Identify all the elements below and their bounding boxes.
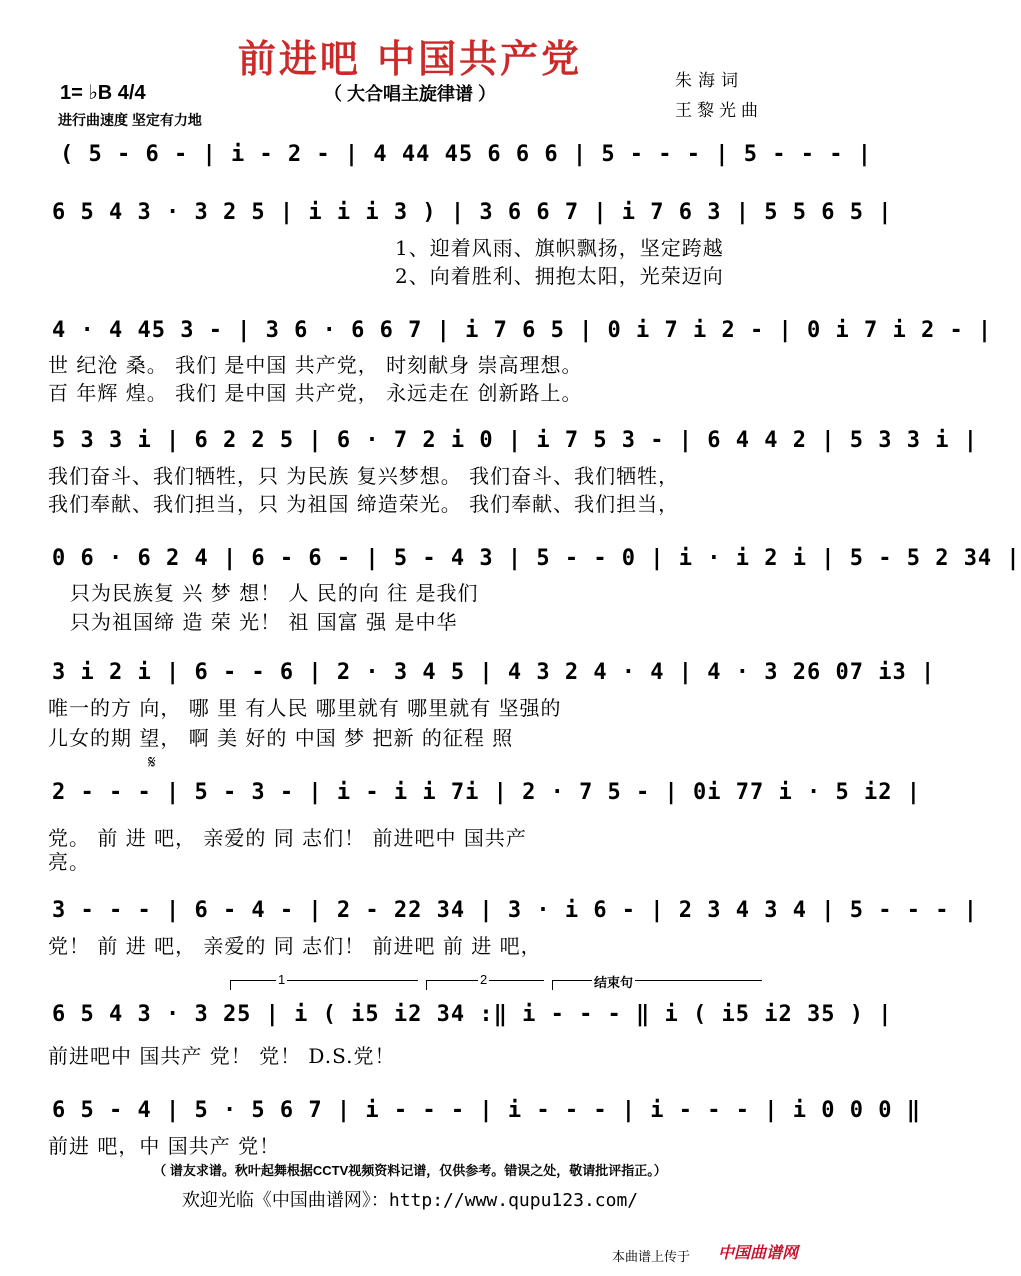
score-row-2-lyric-1: 1、迎着风雨、旗帜飘扬，坚定跨越 <box>395 236 724 260</box>
score-row-6-notes: 3 i 2 i | 6 - - 6 | 2 · 3 4 5 | 4 3 2 4 · 4 | 4 · 3 26 07 i3 | <box>52 660 936 685</box>
score-row-10-lyric-1: 前进 吧，中 国共产 党！ <box>48 1134 281 1158</box>
coda-tick <box>552 980 553 990</box>
score-row-3-notes: 4 · 4 45 3 - | 3 6 · 6 6 7 | i 7 6 5 | 0 i 7 i 2 - | 0 i 7 i 2 - | <box>52 318 993 343</box>
score-row-5-lyric-1: 只为民族复 兴 梦 想！ 人 民的向 往 是我们 <box>70 581 479 605</box>
score-row-7-lyric-1: 党。 前 进 吧， 亲爱的 同 志们！ 前进吧中 国共产 <box>48 826 527 850</box>
score-row-8-notes: 3 - - - | 6 - 4 - | 2 - 22 34 | 3 · i 6 - | 2 3 4 3 4 | 5 - - - | <box>52 898 978 923</box>
volta-label-2: 2 <box>480 972 488 987</box>
transcription-note: （ 谱友求谱。秋叶起舞根据CCTV视频资料记谱，仅供参考。错误之处，敬请批评指正。） <box>153 1163 667 1178</box>
segno-sign: 𝄋 <box>148 752 156 773</box>
site-welcome-link[interactable]: 欢迎光临《中国曲谱网》：http://www.qupu123.com/ <box>181 1190 639 1211</box>
volta-label-1: 1 <box>278 972 286 987</box>
score-row-2-lyric-2: 2、向着胜利、拥抱太阳，光荣迈向 <box>395 264 724 288</box>
score-row-9-notes: 6 5 4 3 · 3 25 | i ( i5 i2 34 :‖ i - - - ‖ i ( i5 i2 35 ) | <box>52 1002 893 1027</box>
score-row-7-lyric-2: 亮。 <box>48 850 90 874</box>
score-row-4-notes: 5 3 3 i | 6 2 2 5 | 6 · 7 2 i 0 | i 7 5 3 - | 6 4 4 2 | 5 3 3 i | <box>52 428 978 453</box>
score-row-9-lyric-1: 前进吧中 国共产 党！ 党！ D.S.党！ <box>48 1044 396 1068</box>
coda-label: 结束句 <box>592 972 635 991</box>
score-row-3-lyric-1: 世 纪沧 桑。 我们 是中国 共产党， 时刻献身 崇高理想。 <box>48 353 583 377</box>
volta-tick-2 <box>426 980 427 990</box>
score-row-5-lyric-2: 只为祖国缔 造 荣 光！ 祖 国富 强 是中华 <box>70 610 458 634</box>
score-row-1-notes: ( 5 - 6 - | i - 2 - | 4 44 45 6 6 6 | 5 - - - | 5 - - - | <box>60 142 872 167</box>
score-row-5-notes: 0 6 · 6 2 4 | 6 - 6 - | 5 - 4 3 | 5 - - 0 | i · i 2 i | 5 - 5 2 34 | <box>52 546 1021 571</box>
score-row-6-lyric-2: 儿女的期 望， 啊 美 好的 中国 梦 把新 的征程 照 <box>48 726 514 750</box>
score-row-2-notes: 6 5 4 3 · 3 2 5 | i i i 3 ) | 3 6 6 7 | i 7 6 3 | 5 5 6 5 | <box>52 200 893 225</box>
score-row-8-lyric-1: 党！ 前 进 吧， 亲爱的 同 志们！ 前进吧 前 进 吧， <box>48 934 542 958</box>
key-signature: 1= ♭B 4/4 <box>60 82 146 104</box>
upload-source-label: 本曲谱上传于 <box>612 1249 691 1264</box>
score-row-4-lyric-2: 我们奉献、我们担当，只 为祖国 缔造荣光。 我们奉献、我们担当， <box>48 492 680 516</box>
score-row-6-lyric-1: 唯一的方 向， 哪 里 有人民 哪里就有 哪里就有 坚强的 <box>48 696 562 720</box>
coda-bracket <box>552 980 762 981</box>
volta-bracket-1 <box>230 980 418 981</box>
score-row-3-lyric-2: 百 年辉 煌。 我们 是中国 共产党， 永远走在 创新路上。 <box>48 381 583 405</box>
score-row-10-notes: 6 5 - 4 | 5 · 5 6 7 | i - - - | i - - - | i - - - | i 0 0 0 ‖ <box>52 1098 921 1123</box>
lyricist-credit: 朱海词 <box>675 71 744 91</box>
score-subtitle: （ 大合唱主旋律谱 ） <box>323 84 496 104</box>
composer-credit: 王黎光曲 <box>675 101 763 121</box>
song-title: 前进吧 中国共产党 <box>237 36 583 81</box>
volta-tick-1 <box>230 980 231 990</box>
score-row-4-lyric-1: 我们奋斗、我们牺牲，只 为民族 复兴梦想。 我们奋斗、我们牺牲， <box>48 464 680 488</box>
score-row-7-notes: 2 - - - | 5 - 3 - | i - i i 7i | 2 · 7 5 - | 0i 77 i · 5 i2 | <box>52 780 921 805</box>
tempo-marking: 进行曲速度 坚定有力地 <box>58 112 202 128</box>
site-logo[interactable]: 中国曲谱网 <box>718 1243 799 1262</box>
